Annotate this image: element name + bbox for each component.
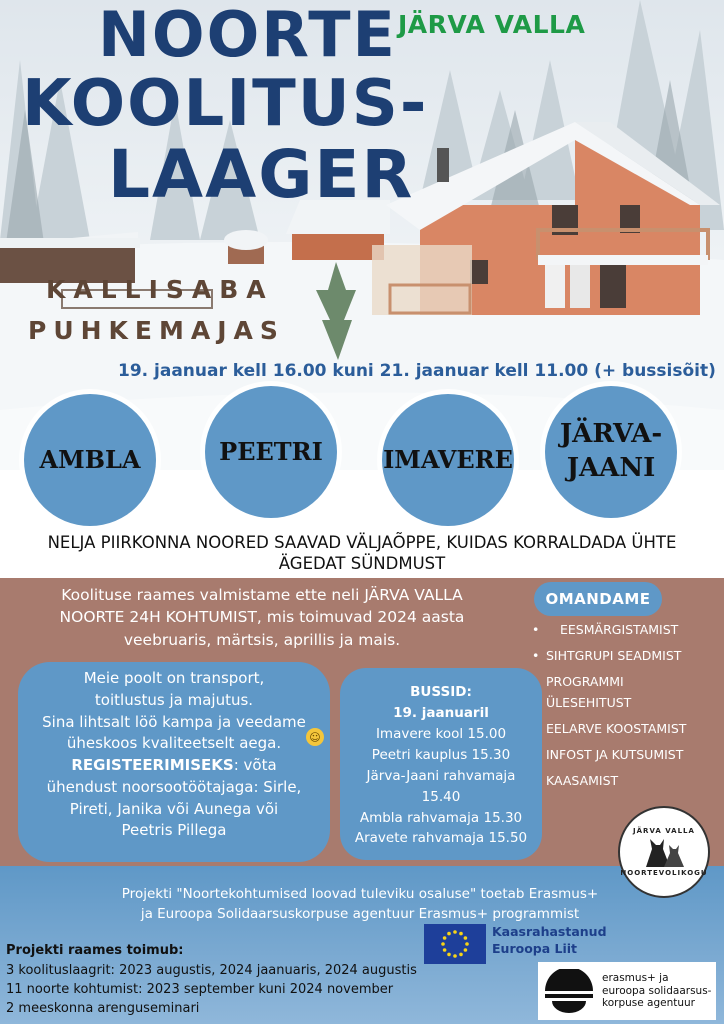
bus-date: 19. jaanuaril — [393, 704, 489, 721]
erasmus-agency-text — [602, 972, 711, 1010]
bus-stop: Järva-Jaani rahvamaja — [366, 767, 516, 784]
registration-label: REGISTEERIMISEKS — [71, 756, 234, 774]
eu-stars-icon — [435, 927, 475, 961]
fact-item: 11 noorte kohtumist: 2023 september kuni 2024 november — [6, 982, 394, 997]
omandame-item-continued: ÜLESEHITUST — [546, 695, 632, 710]
registration-text: : võta — [233, 756, 277, 774]
place-label: JÄRVA- — [559, 419, 663, 450]
info-line: Sina lihtsalt löö kampa ja veedame — [42, 712, 306, 731]
place-circle-imavere — [382, 394, 514, 526]
erasmus-line: euroopa solidaarsus- — [602, 984, 712, 997]
omandame-badge: OMANDAME — [534, 582, 662, 616]
title-line-2: KOOLITUS- — [22, 67, 429, 141]
intro-line: NOORTE 24H KOHTUMIST, mis toimuvad 2024 aasta — [59, 608, 465, 627]
bus-stop: Peetri kauplus 15.30 — [371, 746, 511, 763]
omandame-item: • EELARVE KOOSTAMIST — [532, 721, 686, 736]
bus-stop: Aravete rahvamaja 15.50 — [354, 830, 528, 847]
event-dates: 19. jaanuar kell 16.00 kuni 21. jaanuar kell 11.00 (+ bussisõit) — [118, 361, 716, 381]
logo-bottom-text: NOORTEVOLIKOGU — [620, 869, 708, 877]
info-box — [18, 662, 330, 862]
eu-flag-icon — [424, 924, 486, 964]
info-line: toitlustus ja majutus. — [94, 690, 254, 709]
venue-line-2: PUHKEMAJAS — [28, 316, 285, 345]
place-circle-jarva-jaani — [545, 386, 677, 518]
project-line: ja Euroopa Solidaarsuskorpuse agentuur Erasmus+ programmist — [140, 906, 580, 923]
intro-line: Koolituse raames valmistame ette neli JÄRVA VALLA — [61, 586, 463, 604]
project-line: Projekti "Noortekohtumised loovad tuleviku osaluse" toetab Erasmus+ — [121, 886, 599, 902]
info-line: Meie poolt on transport, — [83, 669, 265, 687]
erasmus-line: erasmus+ ja — [602, 972, 669, 985]
smiley-icon: ☺ — [306, 728, 324, 746]
bus-schedule-box — [340, 668, 542, 860]
bus-stop: Ambla rahvamaja 15.30 — [359, 809, 523, 826]
venue-line-1: KALLISABA — [46, 275, 274, 304]
omandame-item: • PROGRAMMI — [532, 674, 686, 689]
title-line-3: LAAGER — [108, 136, 415, 213]
omandame-list — [532, 622, 686, 799]
intro-line: veebruaris, märtsis, aprillis ja mais. — [123, 630, 401, 649]
logo-top-text: JÄRVA VALLA — [633, 827, 695, 835]
fact-item: 3 koolituslaagrit: 2023 augustis, 2024 jaanuaris, 2024 augustis — [6, 963, 417, 978]
headline — [0, 532, 724, 575]
erasmus-line: korpuse agentuur — [602, 997, 695, 1010]
info-line: üheskoos kvaliteetselt aega. — [66, 734, 282, 753]
omandame-item: • SIHTGRUPI SEADMIST — [532, 648, 686, 663]
title-line-1: NOORTE — [98, 0, 397, 71]
omandame-item: • KAASAMIST — [532, 773, 686, 788]
registration-line: Peetris Pillega — [121, 821, 227, 840]
place-circle-ambla — [24, 394, 156, 526]
intro-text — [12, 584, 512, 651]
place-label: PEETRI — [219, 437, 323, 467]
headline-line: ÄGEDAT SÜNDMUST — [278, 554, 446, 574]
bus-stop: Imavere kool 15.00 — [375, 725, 507, 742]
facts-title: Projekti raames toimub: — [6, 943, 184, 958]
wolf-icon — [642, 835, 686, 869]
eu-line: Kaasrahastanud — [492, 924, 607, 939]
omandame-item: • EESMÄRGISTAMIST — [532, 622, 686, 637]
region-label: JÄRVA VALLA — [398, 10, 586, 39]
omandame-item: • INFOST JA KUTSUMIST — [532, 747, 686, 762]
place-label: AMBLA — [39, 445, 141, 475]
erasmus-logo-icon — [542, 969, 596, 1013]
headline-line: NELJA PIIRKONNA NOORED SAAVAD VÄLJAÕPPE, KUIDAS KORRALDADA ÜHTE — [47, 533, 677, 552]
registration-line: ühendust noorsootöötajaga: Sirle, — [46, 777, 302, 796]
registration-line — [28, 755, 320, 777]
project-funding-text — [40, 884, 680, 925]
place-circle-peetri — [205, 386, 337, 518]
place-label: IMAVERE — [383, 445, 513, 475]
registration-line: Pireti, Janika või Aunega või — [69, 799, 279, 818]
erasmus-agency-logo — [538, 962, 716, 1020]
eu-line: Euroopa Liit — [492, 940, 578, 956]
fact-item: 2 meeskonna arenguseminari — [6, 1001, 200, 1016]
bus-stop: 15.40 — [421, 788, 461, 805]
place-label: JAANI — [566, 453, 656, 483]
eu-cofunded-label — [492, 924, 607, 958]
bus-title: BUSSID: — [410, 684, 472, 700]
